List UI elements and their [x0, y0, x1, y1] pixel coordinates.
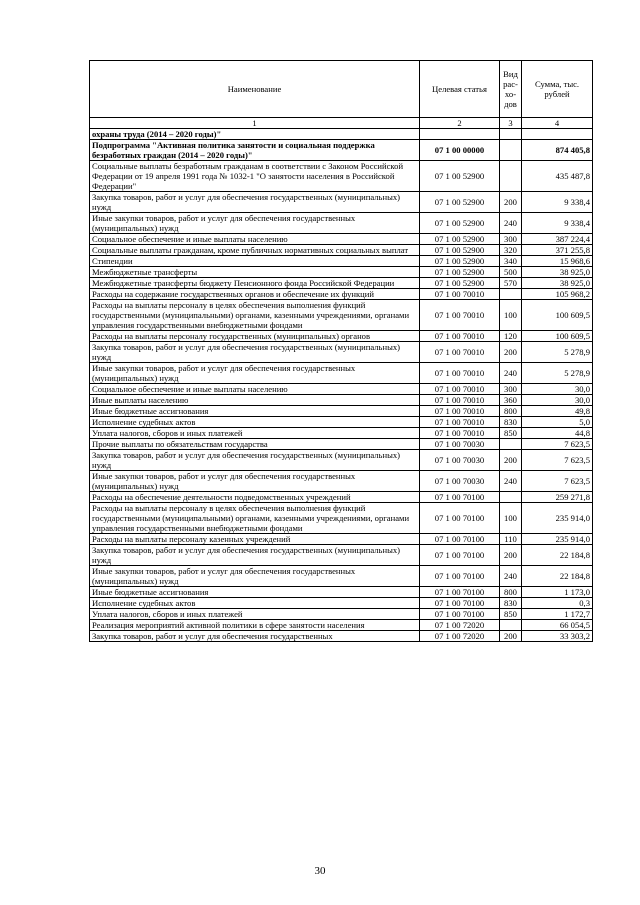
- row-name-cell: Социальные выплаты гражданам, кроме публичных нормативных социальных выплат: [90, 245, 420, 256]
- row-name-cell: Подпрограмма "Активная политика занятости и социальная поддержка безработных граждан (2014 – 2020 годы)": [90, 140, 420, 161]
- row-sum-cell: [522, 129, 593, 140]
- row-article-cell: 07 1 00 00000: [420, 140, 500, 161]
- row-article-cell: 07 1 00 52900: [420, 192, 500, 213]
- row-sum-cell: 30,0: [522, 395, 593, 406]
- header-expense-type: Вид рас-хо-дов: [500, 61, 522, 118]
- column-number-2: 2: [420, 118, 500, 129]
- row-sum-cell: 22 184,8: [522, 545, 593, 566]
- row-sum-cell: 7 623,5: [522, 450, 593, 471]
- row-type-cell: 100: [500, 503, 522, 534]
- row-article-cell: 07 1 00 70100: [420, 534, 500, 545]
- row-article-cell: 07 1 00 52900: [420, 267, 500, 278]
- row-article-cell: 07 1 00 70100: [420, 545, 500, 566]
- row-name-cell: Расходы на выплаты персоналу казенных учреждений: [90, 534, 420, 545]
- row-sum-cell: 1 172,7: [522, 609, 593, 620]
- row-type-cell: [500, 140, 522, 161]
- row-article-cell: [420, 129, 500, 140]
- row-article-cell: 07 1 00 70100: [420, 598, 500, 609]
- row-type-cell: 800: [500, 587, 522, 598]
- row-name-cell: Расходы на выплаты персоналу государственных (муниципальных) органов: [90, 331, 420, 342]
- row-name-cell: Стипендии: [90, 256, 420, 267]
- row-sum-cell: 105 968,2: [522, 289, 593, 300]
- table-row: [90, 439, 593, 450]
- table-row: [90, 598, 593, 609]
- row-name-cell: Иные закупки товаров, работ и услуг для обеспечения государственных (муниципальных) нужд: [90, 566, 420, 587]
- row-type-cell: 360: [500, 395, 522, 406]
- row-name-cell: Иные закупки товаров, работ и услуг для обеспечения государственных (муниципальных) нужд: [90, 471, 420, 492]
- row-name-cell: Закупка товаров, работ и услуг для обеспечения государственных (муниципальных) нужд: [90, 450, 420, 471]
- row-sum-cell: 33 303,2: [522, 631, 593, 642]
- table-row: [90, 545, 593, 566]
- table-body: [90, 129, 593, 642]
- table-row: [90, 620, 593, 631]
- row-article-cell: 07 1 00 72020: [420, 620, 500, 631]
- table-row: [90, 342, 593, 363]
- table-row: [90, 213, 593, 234]
- column-number-1: 1: [90, 118, 420, 129]
- table-row: [90, 384, 593, 395]
- table-row: [90, 363, 593, 384]
- table-row: [90, 289, 593, 300]
- row-type-cell: 110: [500, 534, 522, 545]
- column-number-4: 4: [522, 118, 593, 129]
- row-type-cell: [500, 161, 522, 192]
- row-sum-cell: 7 623,5: [522, 471, 593, 492]
- row-type-cell: 200: [500, 545, 522, 566]
- row-name-cell: Расходы на содержание государственных органов и обеспечение их функций: [90, 289, 420, 300]
- row-article-cell: 07 1 00 70010: [420, 289, 500, 300]
- row-sum-cell: 100 609,5: [522, 331, 593, 342]
- row-article-cell: 07 1 00 70010: [420, 417, 500, 428]
- table-row: [90, 300, 593, 331]
- table-row: [90, 406, 593, 417]
- row-article-cell: 07 1 00 70100: [420, 566, 500, 587]
- row-name-cell: Иные бюджетные ассигнования: [90, 587, 420, 598]
- table-row: [90, 471, 593, 492]
- row-sum-cell: 30,0: [522, 384, 593, 395]
- header-name: Наименование: [90, 61, 420, 118]
- row-name-cell: Иные закупки товаров, работ и услуг для обеспечения государственных (муниципальных) нужд: [90, 363, 420, 384]
- row-type-cell: 200: [500, 192, 522, 213]
- row-article-cell: 07 1 00 70100: [420, 492, 500, 503]
- row-name-cell: Закупка товаров, работ и услуг для обеспечения государственных (муниципальных) нужд: [90, 192, 420, 213]
- row-article-cell: 07 1 00 52900: [420, 256, 500, 267]
- row-name-cell: Расходы на обеспечение деятельности подведомственных учреждений: [90, 492, 420, 503]
- row-sum-cell: 9 338,4: [522, 192, 593, 213]
- row-article-cell: 07 1 00 70010: [420, 300, 500, 331]
- row-name-cell: Иные выплаты населению: [90, 395, 420, 406]
- budget-table: [89, 60, 593, 642]
- table-header-row: [90, 61, 593, 118]
- row-article-cell: 07 1 00 70100: [420, 587, 500, 598]
- row-sum-cell: 49,8: [522, 406, 593, 417]
- row-type-cell: 300: [500, 384, 522, 395]
- row-type-cell: 850: [500, 609, 522, 620]
- row-article-cell: 07 1 00 70030: [420, 471, 500, 492]
- row-article-cell: 07 1 00 70010: [420, 331, 500, 342]
- row-name-cell: Иные закупки товаров, работ и услуг для обеспечения государственных (муниципальных) нужд: [90, 213, 420, 234]
- table-row: [90, 566, 593, 587]
- row-sum-cell: 15 968,6: [522, 256, 593, 267]
- row-sum-cell: 235 914,0: [522, 503, 593, 534]
- row-type-cell: 200: [500, 450, 522, 471]
- table-row: [90, 245, 593, 256]
- table-row: [90, 395, 593, 406]
- header-article: Целевая статья: [420, 61, 500, 118]
- row-sum-cell: 387 224,4: [522, 234, 593, 245]
- row-sum-cell: 371 255,8: [522, 245, 593, 256]
- table-row: [90, 331, 593, 342]
- row-name-cell: Социальные выплаты безработным гражданам в соответствии с Законом Российской Федерации от 19 апреля 1991 года № 1032-1 "О занятости населения в Российской Федерации": [90, 161, 420, 192]
- row-type-cell: [500, 129, 522, 140]
- column-number-3: 3: [500, 118, 522, 129]
- row-type-cell: [500, 492, 522, 503]
- table-row: [90, 161, 593, 192]
- table-row: [90, 192, 593, 213]
- row-name-cell: Иные бюджетные ассигнования: [90, 406, 420, 417]
- row-sum-cell: 7 623,5: [522, 439, 593, 450]
- row-article-cell: 07 1 00 70030: [420, 439, 500, 450]
- row-sum-cell: 66 054,5: [522, 620, 593, 631]
- table-row: [90, 587, 593, 598]
- row-article-cell: 07 1 00 70010: [420, 342, 500, 363]
- table-row: [90, 234, 593, 245]
- row-type-cell: 850: [500, 428, 522, 439]
- row-article-cell: 07 1 00 52900: [420, 213, 500, 234]
- row-name-cell: охраны труда (2014 – 2020 годы)": [90, 129, 420, 140]
- row-name-cell: Межбюджетные трансферты бюджету Пенсионного фонда Российской Федерации: [90, 278, 420, 289]
- row-name-cell: Прочие выплаты по обязательствам государства: [90, 439, 420, 450]
- row-sum-cell: 38 925,0: [522, 267, 593, 278]
- row-type-cell: 100: [500, 300, 522, 331]
- row-sum-cell: 874 405,8: [522, 140, 593, 161]
- row-name-cell: Закупка товаров, работ и услуг для обеспечения государственных: [90, 631, 420, 642]
- row-type-cell: 340: [500, 256, 522, 267]
- row-type-cell: 120: [500, 331, 522, 342]
- row-type-cell: 500: [500, 267, 522, 278]
- row-name-cell: Закупка товаров, работ и услуг для обеспечения государственных (муниципальных) нужд: [90, 545, 420, 566]
- row-sum-cell: 44,8: [522, 428, 593, 439]
- row-type-cell: 300: [500, 234, 522, 245]
- row-type-cell: 320: [500, 245, 522, 256]
- table-row: [90, 609, 593, 620]
- table-row: [90, 129, 593, 140]
- row-article-cell: 07 1 00 52900: [420, 234, 500, 245]
- row-name-cell: Исполнение судебных актов: [90, 417, 420, 428]
- row-article-cell: 07 1 00 70010: [420, 428, 500, 439]
- row-type-cell: 240: [500, 213, 522, 234]
- row-type-cell: 200: [500, 631, 522, 642]
- table-row: [90, 278, 593, 289]
- row-sum-cell: 100 609,5: [522, 300, 593, 331]
- row-sum-cell: 1 173,0: [522, 587, 593, 598]
- row-type-cell: [500, 620, 522, 631]
- row-article-cell: 07 1 00 70010: [420, 406, 500, 417]
- row-name-cell: Расходы на выплаты персоналу в целях обеспечения выполнения функций государственными (муниципальными) органами, казенными учреждениями, органами управления государственными внебюджетными фондами: [90, 300, 420, 331]
- row-article-cell: 07 1 00 70030: [420, 450, 500, 471]
- table-row: [90, 503, 593, 534]
- row-type-cell: 200: [500, 342, 522, 363]
- row-sum-cell: 0,3: [522, 598, 593, 609]
- header-sum: Сумма, тыс. рублей: [522, 61, 593, 118]
- table-row: [90, 450, 593, 471]
- row-name-cell: Реализация мероприятий активной политики в сфере занятости населения: [90, 620, 420, 631]
- row-name-cell: Расходы на выплаты персоналу в целях обеспечения выполнения функций государственными (муниципальными) органами, казенными учреждениями, органами управления государственными внебюджетными фондами: [90, 503, 420, 534]
- row-sum-cell: 38 925,0: [522, 278, 593, 289]
- table-row: [90, 267, 593, 278]
- row-sum-cell: 235 914,0: [522, 534, 593, 545]
- row-type-cell: 800: [500, 406, 522, 417]
- table-row: [90, 492, 593, 503]
- row-article-cell: 07 1 00 70010: [420, 363, 500, 384]
- row-article-cell: 07 1 00 52900: [420, 278, 500, 289]
- row-name-cell: Межбюджетные трансферты: [90, 267, 420, 278]
- row-name-cell: Социальное обеспечение и иные выплаты населению: [90, 234, 420, 245]
- row-sum-cell: 5 278,9: [522, 342, 593, 363]
- row-type-cell: 830: [500, 417, 522, 428]
- row-sum-cell: 9 338,4: [522, 213, 593, 234]
- row-article-cell: 07 1 00 72020: [420, 631, 500, 642]
- row-type-cell: 240: [500, 566, 522, 587]
- table-row: [90, 428, 593, 439]
- row-name-cell: Закупка товаров, работ и услуг для обеспечения государственных (муниципальных) нужд: [90, 342, 420, 363]
- row-sum-cell: 5 278,9: [522, 363, 593, 384]
- row-sum-cell: 259 271,8: [522, 492, 593, 503]
- row-name-cell: Уплата налогов, сборов и иных платежей: [90, 428, 420, 439]
- row-type-cell: 240: [500, 363, 522, 384]
- row-article-cell: 07 1 00 52900: [420, 245, 500, 256]
- row-type-cell: 830: [500, 598, 522, 609]
- row-name-cell: Социальное обеспечение и иные выплаты населению: [90, 384, 420, 395]
- row-sum-cell: 22 184,8: [522, 566, 593, 587]
- row-name-cell: Уплата налогов, сборов и иных платежей: [90, 609, 420, 620]
- page-number: 30: [314, 865, 326, 877]
- row-article-cell: 07 1 00 52900: [420, 161, 500, 192]
- table-row: [90, 417, 593, 428]
- row-sum-cell: 435 487,8: [522, 161, 593, 192]
- row-type-cell: [500, 439, 522, 450]
- table-row: [90, 140, 593, 161]
- column-number-row: [90, 118, 593, 129]
- table-row: [90, 631, 593, 642]
- row-article-cell: 07 1 00 70010: [420, 395, 500, 406]
- row-article-cell: 07 1 00 70100: [420, 503, 500, 534]
- row-type-cell: [500, 289, 522, 300]
- row-type-cell: 570: [500, 278, 522, 289]
- row-name-cell: Исполнение судебных актов: [90, 598, 420, 609]
- row-article-cell: 07 1 00 70100: [420, 609, 500, 620]
- table-row: [90, 534, 593, 545]
- row-type-cell: 240: [500, 471, 522, 492]
- row-article-cell: 07 1 00 70010: [420, 384, 500, 395]
- row-sum-cell: 5,0: [522, 417, 593, 428]
- table-row: [90, 256, 593, 267]
